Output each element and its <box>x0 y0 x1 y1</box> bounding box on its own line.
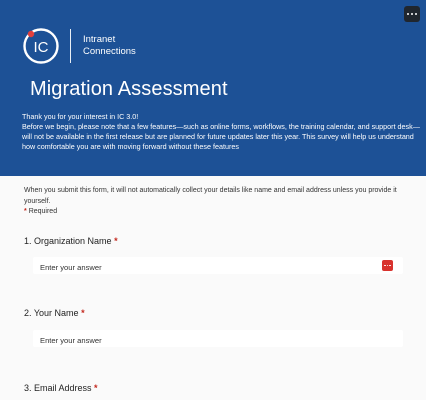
survey-intro <box>22 112 424 152</box>
your-name-input[interactable] <box>33 332 403 349</box>
question-label: 1. Organization Name <box>24 236 112 246</box>
more-options-button[interactable] <box>404 6 420 22</box>
organization-name-field[interactable] <box>33 257 403 274</box>
question-email-address <box>24 383 98 393</box>
logo <box>22 27 136 65</box>
ic-logo-icon <box>22 27 60 65</box>
form-body <box>0 176 426 400</box>
question-your-name <box>24 308 85 318</box>
header-banner <box>0 0 426 176</box>
password-manager-icon[interactable] <box>382 260 393 271</box>
required-star: * <box>81 308 85 318</box>
required-star: * <box>24 208 27 215</box>
question-organization-name <box>24 236 118 246</box>
intro-line-2: Before we begin, please note that a few features—such as online forms, workflows, the training calendar, and support desk—will not be available in the first release but are planned for future updates later this year. This survey will help us understand how comfortable you are with moving forward without these features <box>22 122 420 151</box>
required-label: Required <box>28 208 58 215</box>
required-note <box>24 208 57 215</box>
your-name-field[interactable] <box>33 330 403 347</box>
logo-line-1: Intranet <box>83 34 116 45</box>
page-title: Migration Assessment <box>30 78 228 100</box>
required-star: * <box>94 383 98 393</box>
question-label: 3. Email Address <box>24 383 92 393</box>
intro-line-1: Thank you for your interest in IC 3.0! <box>22 112 139 121</box>
question-label: 2. Your Name <box>24 308 79 318</box>
logo-text <box>83 34 136 58</box>
logo-divider <box>70 29 71 63</box>
privacy-notice: When you submit this form, it will not automatically collect your details like name and email address unless you provide it yourself. <box>24 187 397 205</box>
required-star: * <box>114 236 118 246</box>
logo-line-2: Connections <box>83 46 136 57</box>
organization-name-input[interactable] <box>33 259 403 276</box>
svg-text:IC: IC <box>33 39 49 56</box>
